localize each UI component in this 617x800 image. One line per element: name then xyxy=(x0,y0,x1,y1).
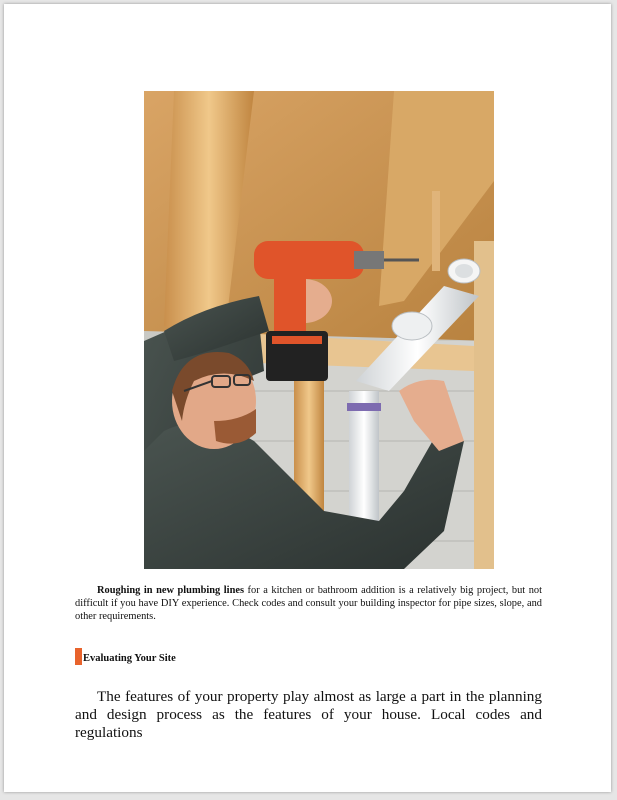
caption-bold-lead: Roughing in new plumbing lines xyxy=(97,585,245,596)
body-paragraph: The features of your property play almost as large a part in the planning and design process as the features of your house. Local codes and regulations xyxy=(75,688,542,741)
caption-text: for a kitchen or bathroom addition is a relatively big project, but not difficult if you have DIY experience. Check codes and consult your building inspector for pipe sizes, slope, and other requirements. xyxy=(75,585,543,622)
plumbing-photo xyxy=(144,91,494,569)
document-page xyxy=(4,4,611,792)
heading-marker xyxy=(75,648,82,665)
figure-caption xyxy=(75,584,542,623)
heading-text: Evaluating Your Site xyxy=(83,653,176,664)
section-heading xyxy=(75,649,176,665)
photo-illustration xyxy=(144,91,494,569)
